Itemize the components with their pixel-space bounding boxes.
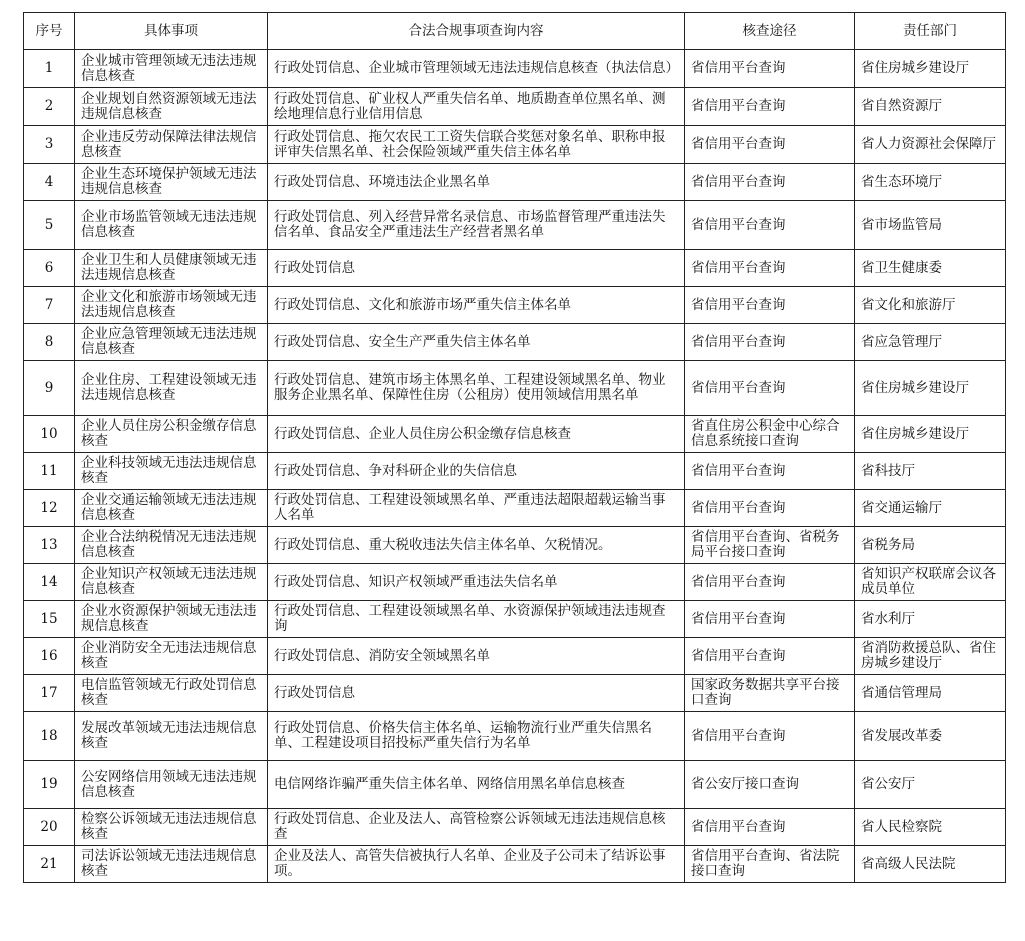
table-row	[24, 324, 1006, 361]
cell-content: 行政处罚信息、文化和旅游市场严重失信主体名单	[268, 287, 685, 324]
cell-dept: 省消防救援总队、省住房城乡建设厅	[855, 638, 1006, 675]
cell-item: 企业市场监管领域无违法违规信息核查	[75, 201, 268, 250]
header-route: 核查途径	[685, 13, 855, 50]
table-row	[24, 416, 1006, 453]
cell-route: 省信用平台查询、省法院接口查询	[685, 846, 855, 883]
cell-route: 省公安厅接口查询	[685, 761, 855, 809]
cell-item: 企业合法纳税情况无违法违规信息核查	[75, 527, 268, 564]
cell-content: 企业及法人、高管失信被执行人名单、企业及子公司未了结诉讼事项。	[268, 846, 685, 883]
table-row	[24, 453, 1006, 490]
cell-route: 省信用平台查询	[685, 361, 855, 416]
cell-no: 9	[24, 361, 75, 416]
cell-no: 18	[24, 712, 75, 761]
cell-route: 省信用平台查询	[685, 453, 855, 490]
table-row	[24, 564, 1006, 601]
table-row	[24, 712, 1006, 761]
cell-item: 企业城市管理领域无违法违规信息核查	[75, 50, 268, 88]
table-row	[24, 50, 1006, 88]
table-row	[24, 675, 1006, 712]
table-row	[24, 88, 1006, 126]
cell-route: 省信用平台查询	[685, 201, 855, 250]
cell-content: 行政处罚信息	[268, 675, 685, 712]
cell-content: 行政处罚信息、企业及法人、高管检察公诉领域无违法违规信息核查	[268, 809, 685, 846]
table-row	[24, 201, 1006, 250]
cell-route: 省直住房公积金中心综合信息系统接口查询	[685, 416, 855, 453]
cell-no: 11	[24, 453, 75, 490]
header-dept: 责任部门	[855, 13, 1006, 50]
cell-content: 行政处罚信息、矿业权人严重失信名单、地质勘查单位黑名单、测绘地理信息行业信用信息	[268, 88, 685, 126]
table-row	[24, 761, 1006, 809]
cell-route: 省信用平台查询	[685, 809, 855, 846]
cell-dept: 省市场监管局	[855, 201, 1006, 250]
cell-dept: 省应急管理厅	[855, 324, 1006, 361]
cell-no: 17	[24, 675, 75, 712]
cell-content: 行政处罚信息、工程建设领域黑名单、严重违法超限超载运输当事人名单	[268, 490, 685, 527]
cell-item: 企业水资源保护领域无违法违规信息核查	[75, 601, 268, 638]
table-row	[24, 250, 1006, 287]
cell-item: 企业科技领域无违法违规信息核查	[75, 453, 268, 490]
cell-no: 5	[24, 201, 75, 250]
cell-dept: 省生态环境厅	[855, 164, 1006, 201]
cell-dept: 省人民检察院	[855, 809, 1006, 846]
cell-dept: 省住房城乡建设厅	[855, 416, 1006, 453]
cell-route: 省信用平台查询	[685, 324, 855, 361]
cell-dept: 省公安厅	[855, 761, 1006, 809]
cell-route: 省信用平台查询	[685, 601, 855, 638]
cell-content: 行政处罚信息、建筑市场主体黑名单、工程建设领域黑名单、物业服务企业黑名单、保障性住房（公租房）使用领域信用黑名单	[268, 361, 685, 416]
compliance-table	[23, 12, 1006, 883]
cell-no: 19	[24, 761, 75, 809]
cell-content: 电信网络诈骗严重失信主体名单、网络信用黑名单信息核查	[268, 761, 685, 809]
cell-no: 10	[24, 416, 75, 453]
header-content: 合法合规事项查询内容	[268, 13, 685, 50]
cell-item: 企业住房、工程建设领域无违法违规信息核查	[75, 361, 268, 416]
cell-dept: 省住房城乡建设厅	[855, 50, 1006, 88]
cell-route: 省信用平台查询	[685, 50, 855, 88]
table-row	[24, 601, 1006, 638]
cell-no: 21	[24, 846, 75, 883]
cell-content: 行政处罚信息、消防安全领域黑名单	[268, 638, 685, 675]
table-row	[24, 490, 1006, 527]
cell-item: 司法诉讼领域无违法违规信息核查	[75, 846, 268, 883]
cell-content: 行政处罚信息、环境违法企业黑名单	[268, 164, 685, 201]
cell-dept: 省通信管理局	[855, 675, 1006, 712]
cell-no: 15	[24, 601, 75, 638]
cell-item: 检察公诉领域无违法违规信息核查	[75, 809, 268, 846]
cell-dept: 省文化和旅游厅	[855, 287, 1006, 324]
cell-dept: 省卫生健康委	[855, 250, 1006, 287]
table-row	[24, 846, 1006, 883]
table-row	[24, 164, 1006, 201]
cell-route: 省信用平台查询	[685, 490, 855, 527]
cell-dept: 省发展改革委	[855, 712, 1006, 761]
header-row	[24, 13, 1006, 50]
cell-no: 20	[24, 809, 75, 846]
table-row	[24, 527, 1006, 564]
cell-route: 省信用平台查询、省税务局平台接口查询	[685, 527, 855, 564]
cell-item: 企业违反劳动保障法律法规信息核查	[75, 126, 268, 164]
cell-no: 12	[24, 490, 75, 527]
cell-dept: 省交通运输厅	[855, 490, 1006, 527]
cell-dept: 省人力资源社会保障厅	[855, 126, 1006, 164]
table-body	[24, 50, 1006, 883]
cell-content: 行政处罚信息、列入经营异常名录信息、市场监督管理严重违法失信名单、食品安全严重违法生产经营者黑名单	[268, 201, 685, 250]
cell-content: 行政处罚信息	[268, 250, 685, 287]
cell-route: 省信用平台查询	[685, 164, 855, 201]
cell-route: 省信用平台查询	[685, 126, 855, 164]
cell-no: 6	[24, 250, 75, 287]
table-row	[24, 126, 1006, 164]
table-row	[24, 287, 1006, 324]
table-row	[24, 809, 1006, 846]
cell-content: 行政处罚信息、知识产权领域严重违法失信名单	[268, 564, 685, 601]
cell-item: 企业规划自然资源领域无违法违规信息核查	[75, 88, 268, 126]
cell-no: 14	[24, 564, 75, 601]
header-no: 序号	[24, 13, 75, 50]
cell-no: 16	[24, 638, 75, 675]
cell-dept: 省高级人民法院	[855, 846, 1006, 883]
cell-item: 企业消防安全无违法违规信息核查	[75, 638, 268, 675]
cell-no: 1	[24, 50, 75, 88]
cell-content: 行政处罚信息、企业人员住房公积金缴存信息核查	[268, 416, 685, 453]
cell-no: 13	[24, 527, 75, 564]
cell-content: 行政处罚信息、价格失信主体名单、运输物流行业严重失信黑名单、工程建设项目招投标严重失信行为名单	[268, 712, 685, 761]
cell-route: 省信用平台查询	[685, 88, 855, 126]
cell-item: 企业交通运输领域无违法违规信息核查	[75, 490, 268, 527]
cell-item: 企业应急管理领域无违法违规信息核查	[75, 324, 268, 361]
cell-dept: 省住房城乡建设厅	[855, 361, 1006, 416]
table-row	[24, 361, 1006, 416]
cell-dept: 省科技厅	[855, 453, 1006, 490]
cell-content: 行政处罚信息、工程建设领域黑名单、水资源保护领域违法违规查询	[268, 601, 685, 638]
cell-item: 企业生态环境保护领域无违法违规信息核查	[75, 164, 268, 201]
cell-dept: 省税务局	[855, 527, 1006, 564]
cell-route: 国家政务数据共享平台接口查询	[685, 675, 855, 712]
table-header	[24, 13, 1006, 50]
cell-item: 企业人员住房公积金缴存信息核查	[75, 416, 268, 453]
cell-content: 行政处罚信息、安全生产严重失信主体名单	[268, 324, 685, 361]
cell-dept: 省知识产权联席会议各成员单位	[855, 564, 1006, 601]
cell-route: 省信用平台查询	[685, 564, 855, 601]
cell-no: 8	[24, 324, 75, 361]
cell-content: 行政处罚信息、拖欠农民工工资失信联合奖惩对象名单、职称申报评审失信黑名单、社会保险领域严重失信主体名单	[268, 126, 685, 164]
cell-no: 7	[24, 287, 75, 324]
cell-content: 行政处罚信息、重大税收违法失信主体名单、欠税情况。	[268, 527, 685, 564]
cell-item: 公安网络信用领域无违法违规信息核查	[75, 761, 268, 809]
cell-content: 行政处罚信息、争对科研企业的失信信息	[268, 453, 685, 490]
header-item: 具体事项	[75, 13, 268, 50]
cell-item: 电信监管领域无行政处罚信息核查	[75, 675, 268, 712]
cell-item: 发展改革领域无违法违规信息核查	[75, 712, 268, 761]
cell-no: 3	[24, 126, 75, 164]
cell-dept: 省水利厅	[855, 601, 1006, 638]
cell-route: 省信用平台查询	[685, 712, 855, 761]
cell-item: 企业文化和旅游市场领域无违法违规信息核查	[75, 287, 268, 324]
cell-route: 省信用平台查询	[685, 638, 855, 675]
cell-dept: 省自然资源厅	[855, 88, 1006, 126]
cell-item: 企业知识产权领域无违法违规信息核查	[75, 564, 268, 601]
cell-item: 企业卫生和人员健康领域无违法违规信息核查	[75, 250, 268, 287]
cell-content: 行政处罚信息、企业城市管理领域无违法违规信息核查（执法信息）	[268, 50, 685, 88]
cell-no: 4	[24, 164, 75, 201]
cell-route: 省信用平台查询	[685, 287, 855, 324]
cell-route: 省信用平台查询	[685, 250, 855, 287]
table-row	[24, 638, 1006, 675]
cell-no: 2	[24, 88, 75, 126]
